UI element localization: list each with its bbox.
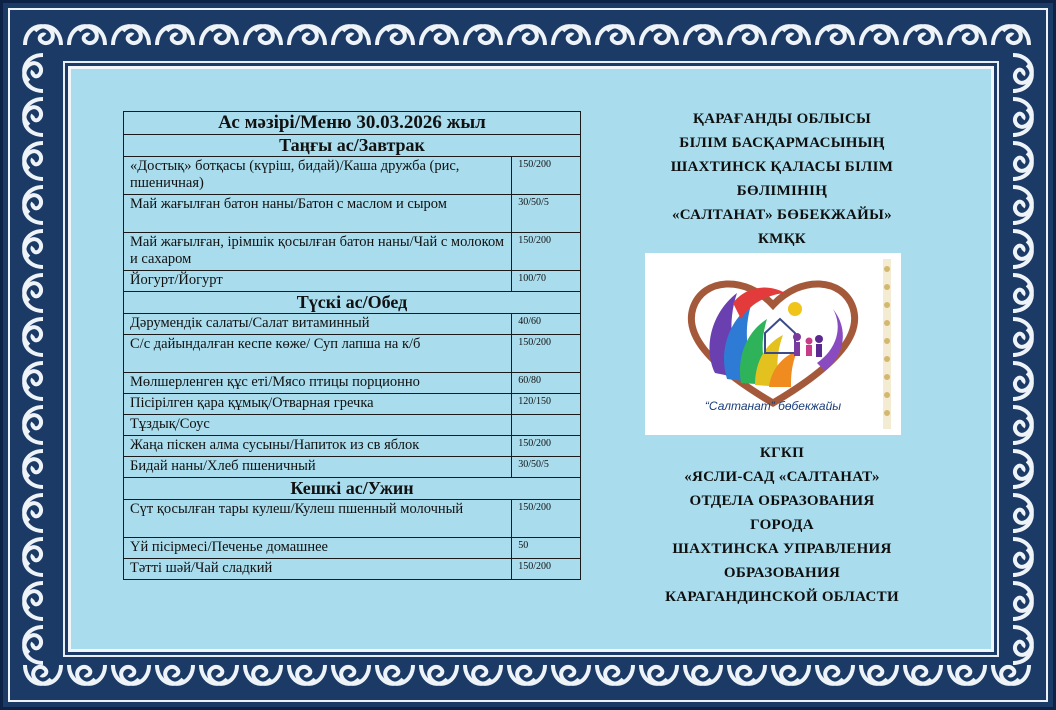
- portion-size: 150/200: [512, 500, 581, 538]
- org-line-ru: ШАХТИНСКА УПРАВЛЕНИЯ: [672, 541, 892, 557]
- menu-panel: [68, 66, 994, 652]
- portion-size: 40/60: [512, 314, 581, 335]
- menu-row: [124, 314, 581, 335]
- org-line-kz: ҚАРАҒАНДЫ ОБЛЫСЫ: [692, 111, 872, 127]
- portion-size: 150/200: [512, 233, 581, 271]
- dish-name: Май жағылған, ірімшік қосылған батон наны/Чай с молоком и сахаром: [124, 233, 512, 271]
- portion-size: 60/80: [512, 373, 581, 394]
- dish-name: Жаңа піскен алма сусыны/Напиток из св яблок: [124, 436, 512, 457]
- portion-size: 50: [512, 538, 581, 559]
- menu-section-heading: Таңғы ас/Завтрак: [124, 135, 581, 157]
- portion-size: 120/150: [512, 394, 581, 415]
- kindergarten-logo: [645, 253, 901, 435]
- dish-name: Сүт қосылған тары кулеш/Кулеш пшенный молочный: [124, 500, 512, 538]
- dish-name: Тұздық/Соус: [124, 415, 512, 436]
- dish-name: Дәрумендік салаты/Салат витаминный: [124, 314, 512, 335]
- org-line-ru: ОБРАЗОВАНИЯ: [723, 565, 841, 581]
- org-line-ru: «ЯСЛИ-САД «САЛТАНАТ»: [684, 469, 880, 485]
- org-line-kz: БІЛІМ БАСҚАРМАСЫНЫҢ: [679, 135, 885, 151]
- dish-name: Пісірілген қара құмық/Отварная гречка: [124, 394, 512, 415]
- org-line-kz: БӨЛІМІНІҢ: [736, 183, 828, 199]
- org-line-kz: «САЛТАНАТ» БӨБЕКЖАЙЫ»: [672, 207, 892, 223]
- portion-size: 150/200: [512, 335, 581, 373]
- portion-size: 150/200: [512, 157, 581, 195]
- dish-name: Мөлшерленген құс еті/Мясо птицы порционно: [124, 373, 512, 394]
- menu-row: [124, 457, 581, 478]
- menu-table: [123, 111, 581, 580]
- dish-name: Май жағылған батон наны/Батон с маслом и сыром: [124, 195, 512, 233]
- menu-row: [124, 415, 581, 436]
- org-line-ru: КГКП: [759, 445, 805, 461]
- logo-caption: “Салтанат” бөбекжайы: [704, 399, 842, 413]
- dish-name: Үй пісірмесі/Печенье домашнее: [124, 538, 512, 559]
- menu-section-heading: Кешкі ас/Ужин: [124, 478, 581, 500]
- portion-size: 100/70: [512, 271, 581, 292]
- organization-name-ru: [626, 441, 938, 609]
- portion-size: 30/50/5: [512, 195, 581, 233]
- menu-row: [124, 335, 581, 373]
- organization-name-kz: [626, 107, 938, 251]
- menu-row: [124, 436, 581, 457]
- menu-section-heading: Түскі ас/Обед: [124, 292, 581, 314]
- org-line-kz: КМҚК: [758, 231, 806, 247]
- org-line-ru: ОТДЕЛА ОБРАЗОВАНИЯ: [689, 493, 875, 509]
- portion-size: 150/200: [512, 436, 581, 457]
- org-line-kz: ШАХТИНСК ҚАЛАСЫ БІЛІМ: [670, 159, 894, 175]
- menu-row: [124, 394, 581, 415]
- menu-row: [124, 538, 581, 559]
- portion-size: [512, 415, 581, 436]
- menu-row: [124, 157, 581, 195]
- menu-title: Ас мәзірі/Меню 30.03.2026 жыл: [124, 112, 581, 135]
- menu-row: [124, 373, 581, 394]
- portion-size: 150/200: [512, 559, 581, 580]
- menu-row: [124, 195, 581, 233]
- org-line-ru: ГОРОДА: [750, 517, 814, 533]
- portion-size: 30/50/5: [512, 457, 581, 478]
- dish-name: Тәтті шәй/Чай сладкий: [124, 559, 512, 580]
- menu-row: [124, 271, 581, 292]
- dish-name: Йогурт/Йогурт: [124, 271, 512, 292]
- dish-name: Бидай наны/Хлеб пшеничный: [124, 457, 512, 478]
- dish-name: «Достық» ботқасы (күріш, бидай)/Каша дружба (рис, пшеничная): [124, 157, 512, 195]
- menu-row: [124, 559, 581, 580]
- org-line-ru: КАРАГАНДИНСКОЙ ОБЛАСТИ: [665, 589, 899, 605]
- menu-row: [124, 233, 581, 271]
- dish-name: С/с дайындалған кеспе көже/ Суп лапша на к/б: [124, 335, 512, 373]
- menu-row: [124, 500, 581, 538]
